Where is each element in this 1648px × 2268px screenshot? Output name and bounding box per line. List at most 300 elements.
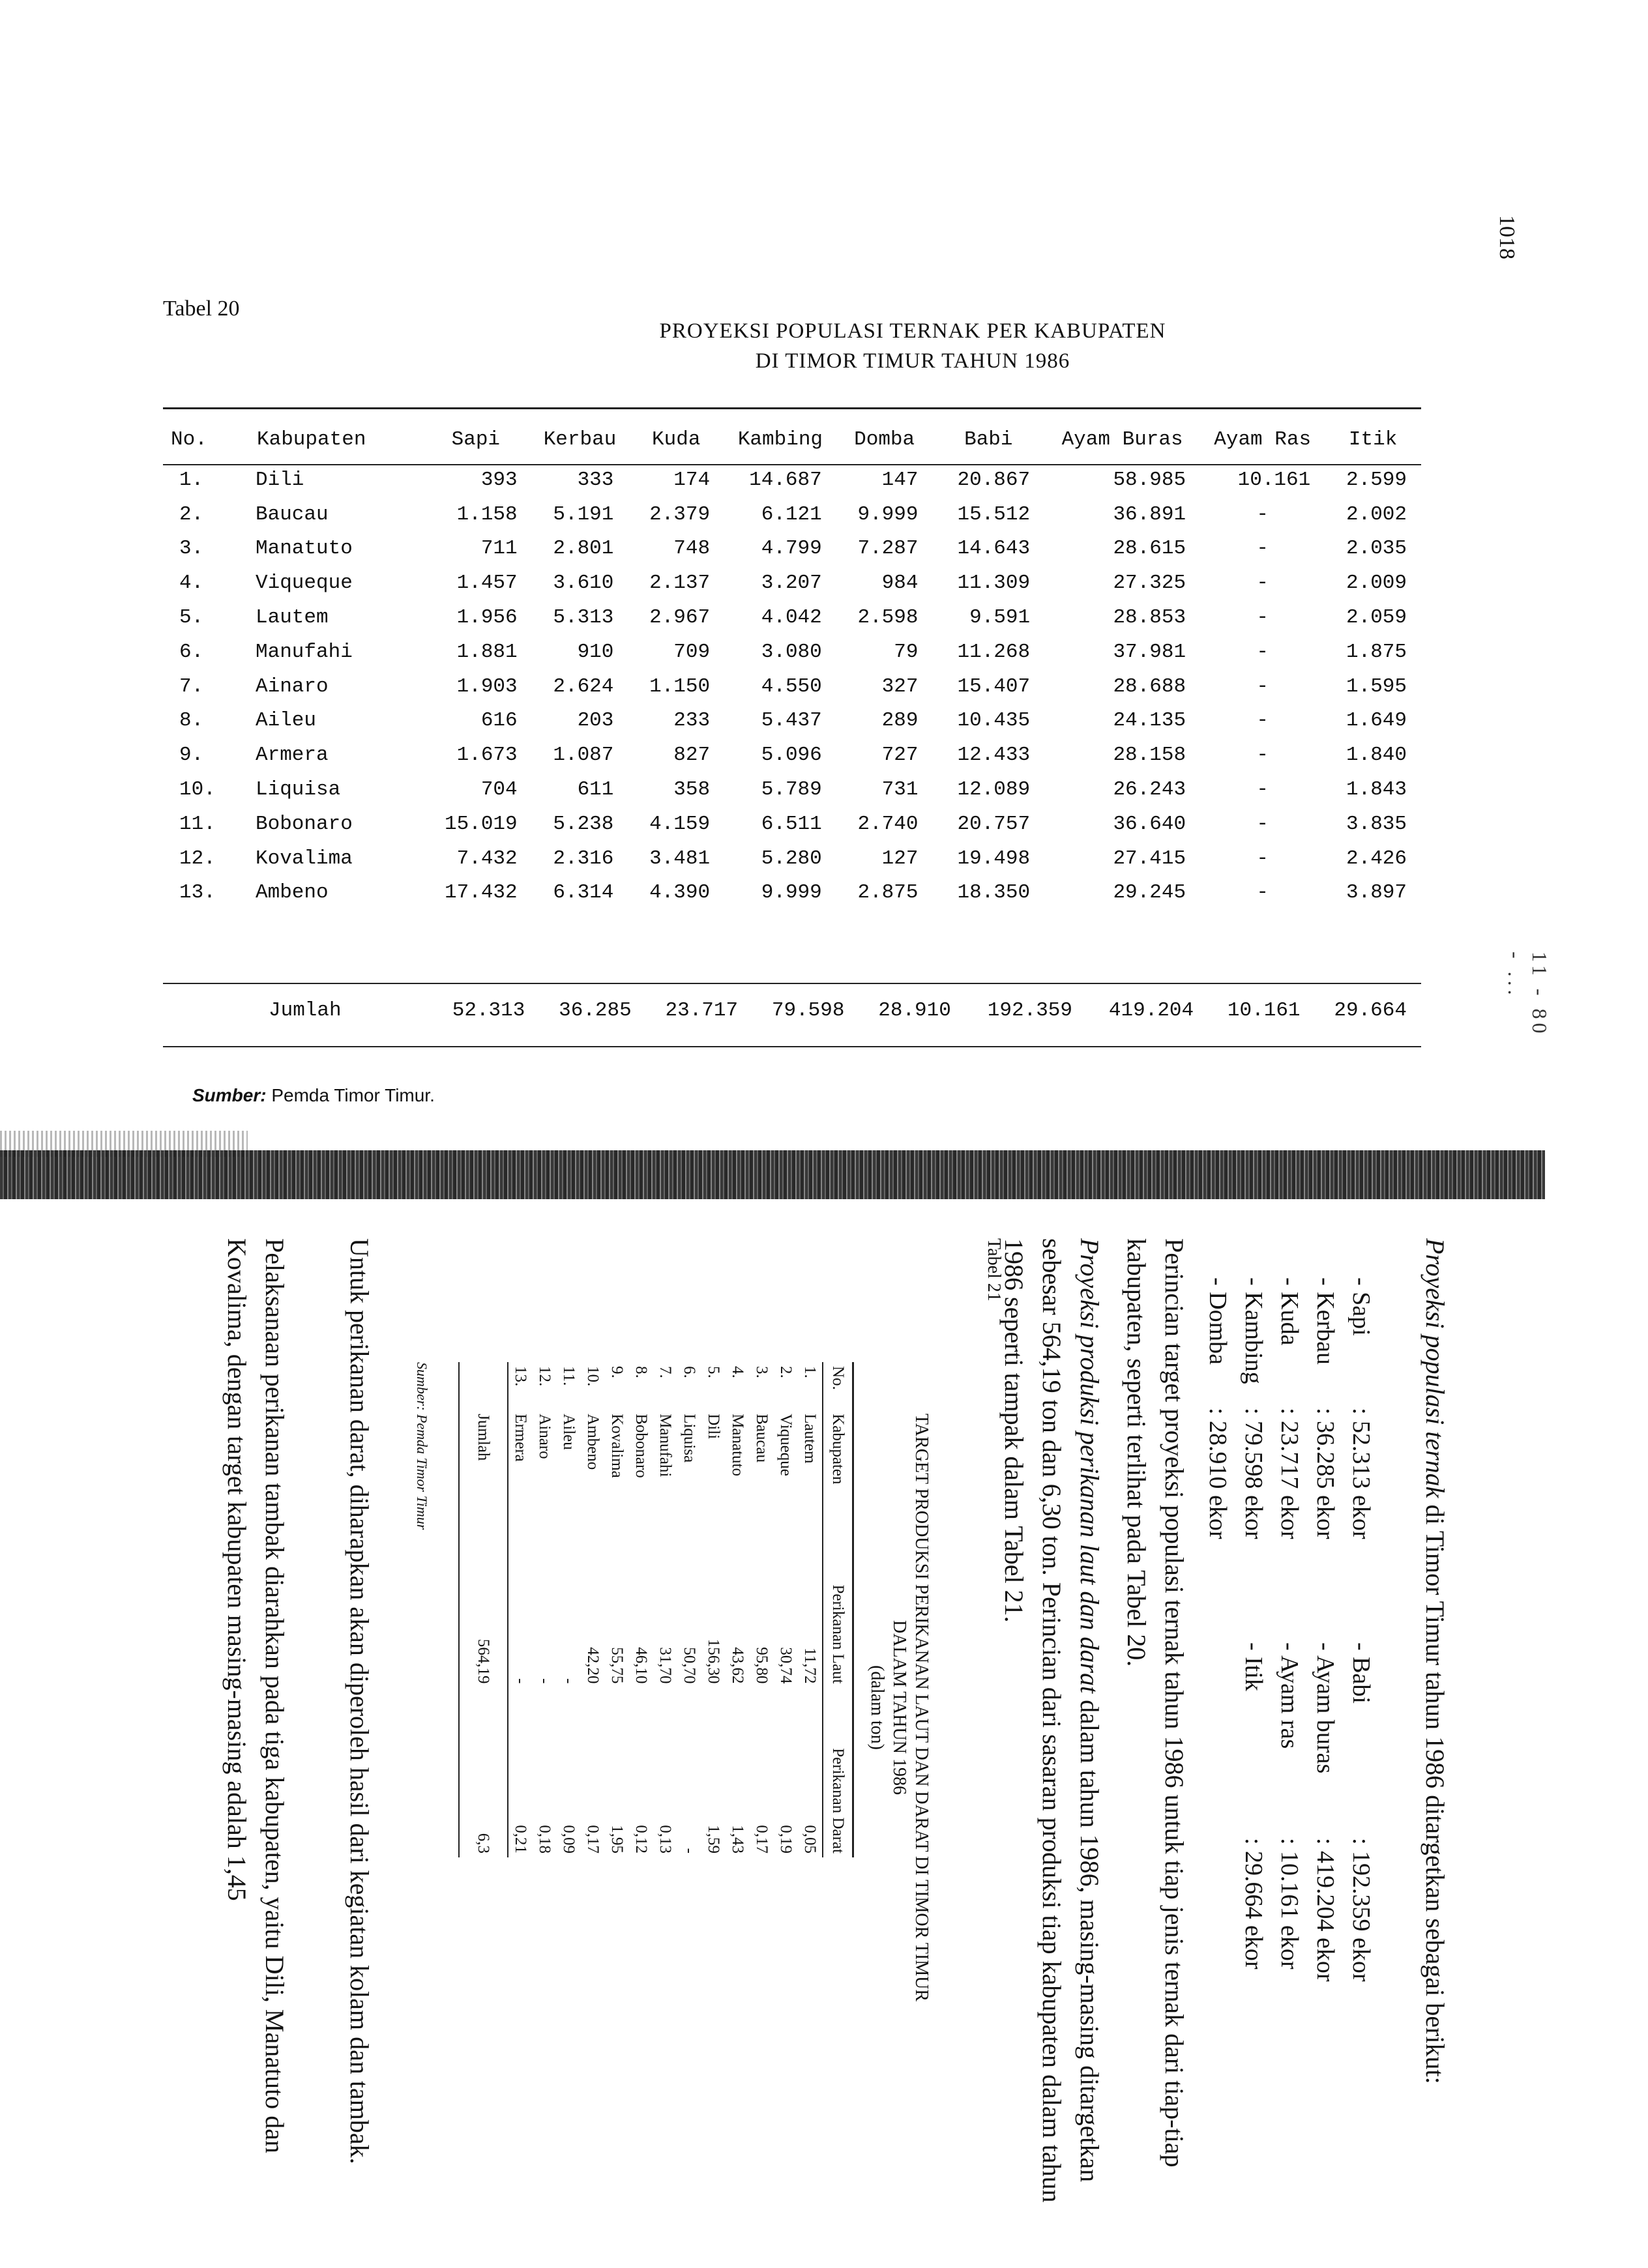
table21-source: Sumber: Pemda Timor Timur [414, 1362, 430, 1530]
value-cell: 1.595 [1346, 675, 1407, 698]
table21-title-line2: DALAM TAHUN 1986 [889, 1620, 909, 1795]
row-number: 1. [179, 468, 204, 491]
table-row [163, 841, 1421, 876]
paragraph-tambak: Pelaksanaan perikanan tambak diarahkan pada tiga kabupaten, yaitu Dili, Manatuto dan Kovalima, dengan target kabupaten masing-masing adalah 1,45 [222, 1238, 289, 2153]
value-cell: 3.207 [761, 572, 822, 595]
row-number: 6. [179, 640, 204, 663]
value-cell: 3.835 [1346, 812, 1407, 836]
value-cell: - [560, 1678, 578, 1684]
value-cell: 1.843 [1346, 778, 1407, 802]
livestock-list-item [1271, 1277, 1307, 1668]
value-cell: 46,10 [632, 1647, 651, 1684]
kabupaten-cell: Ambeno [584, 1414, 602, 1470]
value-cell: 28.615 [1113, 537, 1186, 560]
para1-rest: di Timor Timur tahun 1986 ditargetkan sebagai berikut: [1420, 1498, 1450, 2084]
kabupaten-cell: Manatuto [256, 537, 353, 560]
table-row [726, 1362, 750, 1857]
t21-header-laut: Perikanan Laut [823, 1528, 853, 1688]
table20-bottom-rule [163, 1046, 1421, 1047]
value-cell: - [512, 1678, 530, 1684]
value-cell: 289 [881, 709, 919, 733]
row-number: 2. [179, 502, 204, 526]
table21 [458, 1362, 854, 1857]
t21-header-no: No. [823, 1362, 853, 1410]
value-cell: 14.643 [957, 537, 1031, 560]
value-cell: 28.158 [1113, 744, 1186, 767]
col-header-kuda: Kuda [652, 428, 701, 451]
kabupaten-cell: Dili [256, 468, 304, 491]
livestock-name: - Babi [1347, 1642, 1375, 1704]
total-cell: 36.285 [559, 998, 632, 1022]
livestock-name: - Kerbau [1312, 1277, 1339, 1365]
value-cell: 15.019 [445, 812, 518, 836]
value-cell: - [1256, 709, 1269, 733]
value-cell: 15.512 [957, 502, 1031, 526]
kabupaten-cell: Lautem [256, 606, 329, 630]
row-number: 13. [179, 881, 216, 905]
row-number: 5. [179, 606, 204, 630]
livestock-name: - Itik [1240, 1642, 1267, 1691]
value-cell: 11,72 [801, 1648, 819, 1684]
livestock-list-item [1307, 1642, 1343, 2099]
table21-title-line1: TARGET PRODUKSI PERIKANAN LAUT DAN DARAT DI TIMOR TIMUR [911, 1413, 932, 2002]
total-cell: 52.313 [452, 998, 525, 1022]
value-cell: - [1256, 778, 1269, 802]
value-cell: 9. [608, 1366, 626, 1378]
t21-header-darat: Perikanan Darat [823, 1687, 853, 1857]
livestock-name: - Kambing [1240, 1277, 1267, 1384]
table-row [677, 1362, 701, 1857]
value-cell: 2.059 [1346, 606, 1407, 630]
value-cell: 28.688 [1113, 675, 1186, 698]
kabupaten-cell: Bobonaro [632, 1414, 651, 1478]
value-cell: 1,43 [729, 1825, 747, 1854]
value-cell: - [1256, 640, 1269, 663]
value-cell: 2.379 [649, 502, 711, 526]
para3-rest: dalam tahun 1986, masing-masing ditargetkan sebesar 564,19 ton dan 6,30 ton. Perincian dari sasaran produksi tiap kabupaten dalam tahun 1986 seperti tampak dalam Tabel 21. [999, 1238, 1104, 2203]
value-cell: 1. [801, 1366, 819, 1378]
livestock-list-item [1235, 1642, 1271, 2099]
table20-title [522, 316, 1304, 376]
value-cell: 7. [656, 1366, 675, 1378]
kabupaten-cell: Bobonaro [256, 812, 353, 836]
value-cell: 4.042 [761, 606, 822, 630]
table-row [163, 635, 1421, 669]
value-cell: 4.550 [761, 675, 822, 698]
livestock-name: - Ayam buras [1312, 1642, 1339, 1774]
kabupaten-cell: Liquisa [681, 1414, 699, 1463]
kabupaten-cell: Armera [256, 744, 329, 767]
table20-header-row [163, 417, 1421, 463]
value-cell: 1.457 [456, 572, 518, 595]
kabupaten-cell: Aileu [256, 709, 317, 733]
col-header-ayam-ras: Ayam Ras [1214, 428, 1312, 451]
table21-body [459, 1362, 823, 1857]
livestock-list-item [1343, 1642, 1379, 2099]
kabupaten-cell: Ainaro [256, 675, 329, 698]
value-cell: 30,74 [777, 1647, 795, 1684]
row-number: 7. [179, 675, 204, 698]
value-cell: 17.432 [445, 881, 518, 905]
value-cell: 6.314 [553, 881, 614, 905]
table21-header-row [823, 1362, 853, 1857]
value-cell: 0,09 [560, 1825, 578, 1854]
value-cell: 333 [577, 468, 614, 491]
value-cell: - [1256, 847, 1269, 870]
value-cell: 203 [577, 709, 614, 733]
total-cell: 79.598 [771, 998, 845, 1022]
value-cell: 3.080 [761, 640, 822, 663]
value-cell: 127 [881, 847, 919, 870]
value-cell: 5.789 [761, 778, 822, 802]
col-header-sapi: Sapi [451, 428, 501, 451]
table20-title-line1: PROYEKSI POPULASI TERNAK PER KABUPATEN [659, 319, 1166, 343]
value-cell: 827 [673, 744, 711, 767]
value-cell: 43,62 [729, 1647, 747, 1684]
table20-top-rule [163, 407, 1421, 409]
value-cell: 5.096 [761, 744, 822, 767]
table-row [163, 566, 1421, 600]
value-cell: 4.799 [761, 537, 822, 560]
value-cell: 6.511 [761, 812, 822, 836]
table21-title [866, 1382, 932, 2033]
value-cell: 0,19 [777, 1825, 795, 1854]
kabupaten-cell: Kovalima [256, 847, 353, 870]
value-cell: 2.875 [857, 881, 919, 905]
value-cell: 42,20 [584, 1647, 602, 1684]
value-cell: 19.498 [957, 847, 1031, 870]
value-cell: 2.316 [553, 847, 614, 870]
value-cell: 5.437 [761, 709, 822, 733]
livestock-value: : 52.313 ekor [1347, 1408, 1375, 1539]
livestock-name: - Ayam ras [1276, 1642, 1303, 1749]
value-cell: - [681, 1848, 699, 1854]
livestock-name: - Domba [1204, 1277, 1231, 1365]
value-cell: 55,75 [608, 1647, 626, 1684]
value-cell: 2.801 [553, 537, 614, 560]
livestock-list-item [1235, 1277, 1271, 1668]
value-cell: 12.433 [957, 744, 1031, 767]
value-cell: 0,21 [512, 1825, 530, 1854]
value-cell: 2.002 [1346, 502, 1407, 526]
value-cell: 984 [881, 572, 919, 595]
value-cell: 3. [753, 1366, 771, 1378]
value-cell: 5.313 [553, 606, 614, 630]
livestock-list-item [1307, 1277, 1343, 1668]
source-text: Pemda Timor Timur. [271, 1085, 435, 1105]
table-row [605, 1362, 629, 1857]
kabupaten-cell: Aileu [560, 1414, 578, 1450]
paragraph-perincian: Perincian target proyeksi populasi ternak tahun 1986 untuk tiap jenis ternak dari tiap-tiap kabupaten, seperti terlihat pada Tabel 20. [1122, 1238, 1189, 2168]
value-cell: 0,13 [656, 1825, 675, 1854]
page-number: 1018 [1495, 215, 1519, 259]
value-cell: 1,95 [608, 1825, 626, 1854]
kabupaten-cell: Ambeno [256, 881, 329, 905]
kabupaten-cell: Baucau [753, 1414, 771, 1463]
col-header-kerbau: Kerbau [543, 428, 617, 451]
value-cell: 2.967 [649, 606, 711, 630]
value-cell: 2. [777, 1366, 795, 1378]
row-number: 12. [179, 847, 216, 870]
value-cell: 6.121 [761, 502, 822, 526]
table-row [163, 738, 1421, 772]
table-row [163, 497, 1421, 532]
value-cell: 1.956 [456, 606, 518, 630]
table-row [163, 463, 1421, 497]
value-cell: 0,12 [632, 1825, 651, 1854]
kabupaten-cell: Dili [705, 1414, 723, 1440]
row-number: 8. [179, 709, 204, 733]
value-cell: 2.426 [1346, 847, 1407, 870]
value-cell: 748 [673, 537, 711, 560]
value-cell: 711 [480, 537, 518, 560]
value-cell: 1.903 [456, 675, 518, 698]
table20-body [163, 463, 1421, 910]
value-cell: - [536, 1678, 554, 1684]
row-number: 9. [179, 744, 204, 767]
kabupaten-cell: Manufahi [256, 640, 353, 663]
table21-total-row [459, 1362, 508, 1857]
value-cell: 2.009 [1346, 572, 1407, 595]
value-cell: - [1256, 537, 1269, 560]
paragraph-populasi [1416, 1238, 1454, 2242]
col-header-kabupaten: Kabupaten [257, 428, 366, 451]
col-header-itik: Itik [1348, 428, 1398, 451]
value-cell: 1.881 [456, 640, 518, 663]
livestock-name: - Kuda [1276, 1277, 1303, 1346]
table-row [163, 532, 1421, 566]
value-cell: 709 [673, 640, 711, 663]
value-cell: 1.158 [456, 502, 518, 526]
livestock-list-item [1271, 1642, 1307, 2099]
table-row [163, 772, 1421, 807]
value-cell: 5.280 [761, 847, 822, 870]
table-row [774, 1362, 798, 1857]
table21-title-line3: (dalam ton) [867, 1665, 887, 1750]
total-cell: 23.717 [665, 998, 739, 1022]
scan-fold-artifact [0, 1150, 1545, 1199]
value-cell: 1.087 [553, 744, 614, 767]
value-cell: 704 [480, 778, 518, 802]
value-cell: 5. [705, 1366, 723, 1378]
table-row [798, 1362, 823, 1857]
value-cell: 358 [673, 778, 711, 802]
kabupaten-cell: Liquisa [256, 778, 341, 802]
value-cell: 9.999 [857, 502, 919, 526]
value-cell: 50,70 [681, 1647, 699, 1684]
row-number: 11. [179, 812, 216, 836]
value-cell: 36.640 [1113, 812, 1186, 836]
value-cell: 731 [881, 778, 919, 802]
value-cell: 3.610 [553, 572, 614, 595]
table20-total-row [163, 991, 1421, 1030]
t21-header-kabupaten: Kabupaten [823, 1410, 853, 1527]
value-cell: 0,17 [584, 1825, 602, 1854]
value-cell: 1.649 [1346, 709, 1407, 733]
table-row [163, 807, 1421, 841]
col-header-ayam-buras: Ayam Buras [1061, 428, 1183, 451]
value-cell: - [1256, 881, 1269, 905]
value-cell: - [1256, 502, 1269, 526]
col-header-kambing: Kambing [737, 428, 823, 451]
livestock-value: : 23.717 ekor [1276, 1408, 1303, 1539]
value-cell: 727 [881, 744, 919, 767]
value-cell: - [1256, 572, 1269, 595]
value-cell: 6,3 [459, 1687, 508, 1857]
value-cell: 31,70 [656, 1647, 675, 1684]
value-cell: 37.981 [1113, 640, 1186, 663]
total-cell: 29.664 [1334, 998, 1407, 1022]
value-cell: 910 [577, 640, 614, 663]
value-cell: 12. [536, 1366, 554, 1387]
value-cell: 156,30 [705, 1638, 723, 1684]
value-cell: 564,19 [459, 1528, 508, 1688]
livestock-value: : 79.598 ekor [1240, 1408, 1267, 1539]
value-cell: 14.687 [749, 468, 822, 491]
livestock-value: : 36.285 ekor [1312, 1408, 1339, 1539]
livestock-name: - Sapi [1347, 1277, 1375, 1336]
value-cell: 233 [673, 709, 711, 733]
table-row [533, 1362, 557, 1857]
kabupaten-cell: Kovalima [608, 1414, 626, 1478]
value-cell: - [1256, 812, 1269, 836]
value-cell: 5.191 [553, 502, 614, 526]
value-cell: 0,18 [536, 1825, 554, 1854]
livestock-value: : 419.204 ekor [1312, 1838, 1339, 1982]
side-margin-mark: 11 - 80 - ... [1504, 952, 1552, 1038]
value-cell: 20.867 [957, 468, 1031, 491]
table20-label: Tabel 20 [163, 297, 240, 321]
total-cell [163, 991, 249, 1030]
table-row [629, 1362, 653, 1857]
total-cell: 28.910 [878, 998, 951, 1022]
value-cell: 11. [560, 1366, 578, 1386]
col-header-babi: Babi [964, 428, 1013, 451]
value-cell: 2.624 [553, 675, 614, 698]
col-header-no: No. [171, 428, 207, 451]
value-cell: 13. [512, 1366, 530, 1387]
value-cell: 1.840 [1346, 744, 1407, 767]
rotated-text-block [26, 1238, 1460, 2255]
value-cell: 2.035 [1346, 537, 1407, 560]
value-cell: 11.309 [957, 572, 1031, 595]
kabupaten-cell: Baucau [256, 502, 329, 526]
value-cell: 26.243 [1113, 778, 1186, 802]
para3-italic: Proyeksi produksi perikanan laut dan darat [1075, 1238, 1104, 1694]
kabupaten-cell: Viqueque [256, 572, 353, 595]
value-cell: 3.481 [649, 847, 711, 870]
table-row [163, 600, 1421, 635]
table20-total [163, 991, 1421, 1030]
paragraph-darat: Untuk perikanan darat, diharapkan akan diperoleh hasil dari kegiatan kolam dan tambak. [345, 1238, 374, 2164]
livestock-list-right [1235, 1642, 1379, 2099]
value-cell: 27.325 [1113, 572, 1186, 595]
value-cell: 7.432 [456, 847, 518, 870]
value-cell: 95,80 [753, 1647, 771, 1684]
value-cell: 1.150 [649, 675, 711, 698]
value-cell: 174 [673, 468, 711, 491]
kabupaten-cell: Ermera [512, 1414, 530, 1462]
value-cell: 10. [584, 1366, 602, 1387]
livestock-list-item [1199, 1277, 1235, 1668]
value-cell: 2.599 [1346, 468, 1407, 491]
value-cell: 616 [480, 709, 518, 733]
kabupaten-cell: Manufahi [656, 1414, 675, 1477]
source-label: Sumber: [192, 1085, 267, 1105]
value-cell: 4.159 [649, 812, 711, 836]
value-cell: - [1256, 675, 1269, 698]
table20-title-line2: DI TIMOR TIMUR TAHUN 1986 [755, 349, 1070, 373]
value-cell: 18.350 [957, 881, 1031, 905]
paragraph-perikanan [995, 1238, 1108, 2242]
total-cell: 10.161 [1227, 998, 1301, 1022]
value-cell: 58.985 [1113, 468, 1186, 491]
value-cell: 6. [681, 1366, 699, 1378]
table20-source [192, 1085, 435, 1106]
value-cell: 9.999 [761, 881, 822, 905]
value-cell: 5.238 [553, 812, 614, 836]
table-row [701, 1362, 726, 1857]
value-cell: 2.598 [857, 606, 919, 630]
row-number: 4. [179, 572, 204, 595]
livestock-value: : 10.161 ekor [1276, 1838, 1303, 1970]
value-cell [459, 1362, 508, 1410]
kabupaten-cell: Viqueque [777, 1414, 795, 1476]
total-cell: 192.359 [987, 998, 1073, 1022]
livestock-value: : 192.359 ekor [1347, 1838, 1375, 1982]
value-cell: 2.137 [649, 572, 711, 595]
value-cell: 28.853 [1113, 606, 1186, 630]
livestock-list-left [1199, 1277, 1379, 1668]
value-cell: 327 [881, 675, 919, 698]
value-cell: 10.161 [1237, 468, 1311, 491]
kabupaten-cell: Jumlah [459, 1410, 508, 1527]
para1-italic: Proyeksi populasi ternak [1420, 1238, 1450, 1498]
table20 [163, 417, 1421, 910]
table-row [653, 1362, 677, 1857]
value-cell: 1.673 [456, 744, 518, 767]
livestock-value: : 29.664 ekor [1240, 1838, 1267, 1970]
total-cell: 419.204 [1108, 998, 1194, 1022]
table-row [508, 1362, 533, 1857]
value-cell: 29.245 [1113, 881, 1186, 905]
value-cell: 2.740 [857, 812, 919, 836]
table20-total-top-rule [163, 983, 1421, 984]
value-cell: 79 [894, 640, 919, 663]
value-cell: 611 [577, 778, 614, 802]
value-cell: 1.875 [1346, 640, 1407, 663]
value-cell: 11.268 [957, 640, 1031, 663]
value-cell: 9.591 [969, 606, 1031, 630]
livestock-list-item [1343, 1277, 1379, 1668]
value-cell: 4. [729, 1366, 747, 1378]
value-cell: 20.757 [957, 812, 1031, 836]
value-cell: 10.435 [957, 709, 1031, 733]
table-row [750, 1362, 774, 1857]
value-cell: - [1256, 744, 1269, 767]
value-cell: 8. [632, 1366, 651, 1378]
table-row [163, 876, 1421, 910]
value-cell: 7.287 [857, 537, 919, 560]
row-number: 3. [179, 537, 204, 560]
value-cell: 36.891 [1113, 502, 1186, 526]
value-cell: 393 [480, 468, 518, 491]
value-cell: 147 [881, 468, 919, 491]
value-cell: 24.135 [1113, 709, 1186, 733]
value-cell: 27.415 [1113, 847, 1186, 870]
table-row [581, 1362, 605, 1857]
value-cell: 12.089 [957, 778, 1031, 802]
